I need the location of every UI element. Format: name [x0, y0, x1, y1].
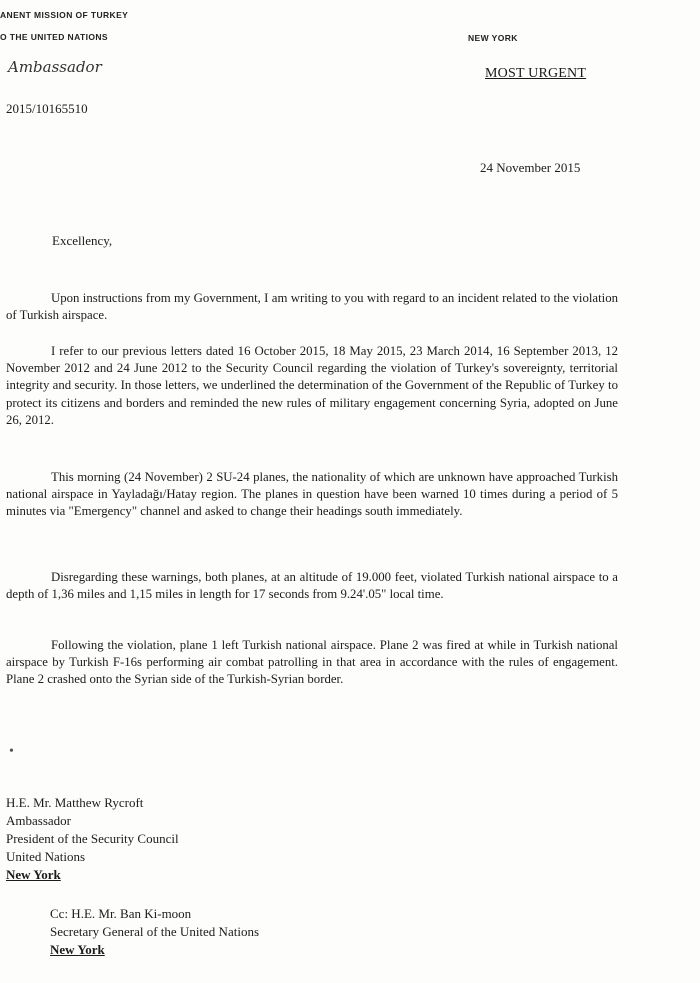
paragraph-5	[6, 637, 618, 689]
addressee-city: New York	[6, 867, 61, 882]
paragraph-3	[6, 469, 618, 521]
cc-name: Cc: H.E. Mr. Ban Ki-moon	[50, 906, 192, 921]
paragraph-2	[6, 343, 618, 429]
letterhead-city: NEW YORK	[468, 33, 518, 43]
priority-label: MOST URGENT	[485, 66, 587, 81]
letter-date: 24 November 2015	[480, 160, 581, 175]
paragraph-4	[6, 569, 618, 603]
paragraph-5-text: Following the violation, plane 1 left Turkish national airspace. Plane 2 was fired at while in Turkish national airspace by Turkish F-16s performing air combat patrolling in that area in accordance with the rules of engagement. Plane 2 crashed onto the Syrian side of the Turkish-Syrian border.	[6, 638, 618, 687]
addressee-title: Ambassador	[6, 813, 71, 828]
ambassador-signature-title: Ambassador	[8, 58, 102, 76]
letterhead-line-2: O THE UNITED NATIONS	[0, 32, 108, 42]
salutation: Excellency,	[52, 233, 113, 248]
paragraph-3-text: This morning (24 November) 2 SU-24 planes, the nationality of which are unknown have approached Turkish national airspace in Yayladağı/Hatay region. The planes in question have been warned 10 times during a period of 5 minutes via "Emergency" channel and asked to change their headings south immediately.	[6, 470, 618, 519]
letterhead-line-1: ANENT MISSION OF TURKEY	[0, 10, 129, 20]
reference-number: 2015/10165510	[6, 101, 88, 116]
margin-mark: •	[9, 744, 14, 759]
cc-role: Secretary General of the United Nations	[50, 924, 260, 939]
paragraph-1-text: Upon instructions from my Government, I am writing to you with regard to an incident related to the violation of Turkish airspace.	[6, 291, 618, 323]
paragraph-2-text: I refer to our previous letters dated 16 October 2015, 18 May 2015, 23 March 2014, 16 September 2013, 12 November 2012 and 24 June 2012 to the Security Council regarding the violation of Turkey's sovereignty, territorial integrity and security. In those letters, we underlined the determination of the Government of the Republic of Turkey to protect its citizens and borders and reminded the new rules of military engagement concerning Syria, adopted on June 26, 2012.	[6, 344, 618, 427]
addressee-name: H.E. Mr. Matthew Rycroft	[6, 795, 144, 810]
paragraph-1	[6, 290, 618, 324]
paragraph-4-text: Disregarding these warnings, both planes, at an altitude of 19.000 feet, violated Turkish national airspace to a depth of 1,36 miles and 1,15 miles in length for 17 seconds from 9.24'.05" local time.	[6, 570, 618, 602]
addressee-organization: United Nations	[6, 849, 86, 864]
addressee-role: President of the Security Council	[6, 831, 179, 846]
cc-city: New York	[50, 942, 105, 957]
